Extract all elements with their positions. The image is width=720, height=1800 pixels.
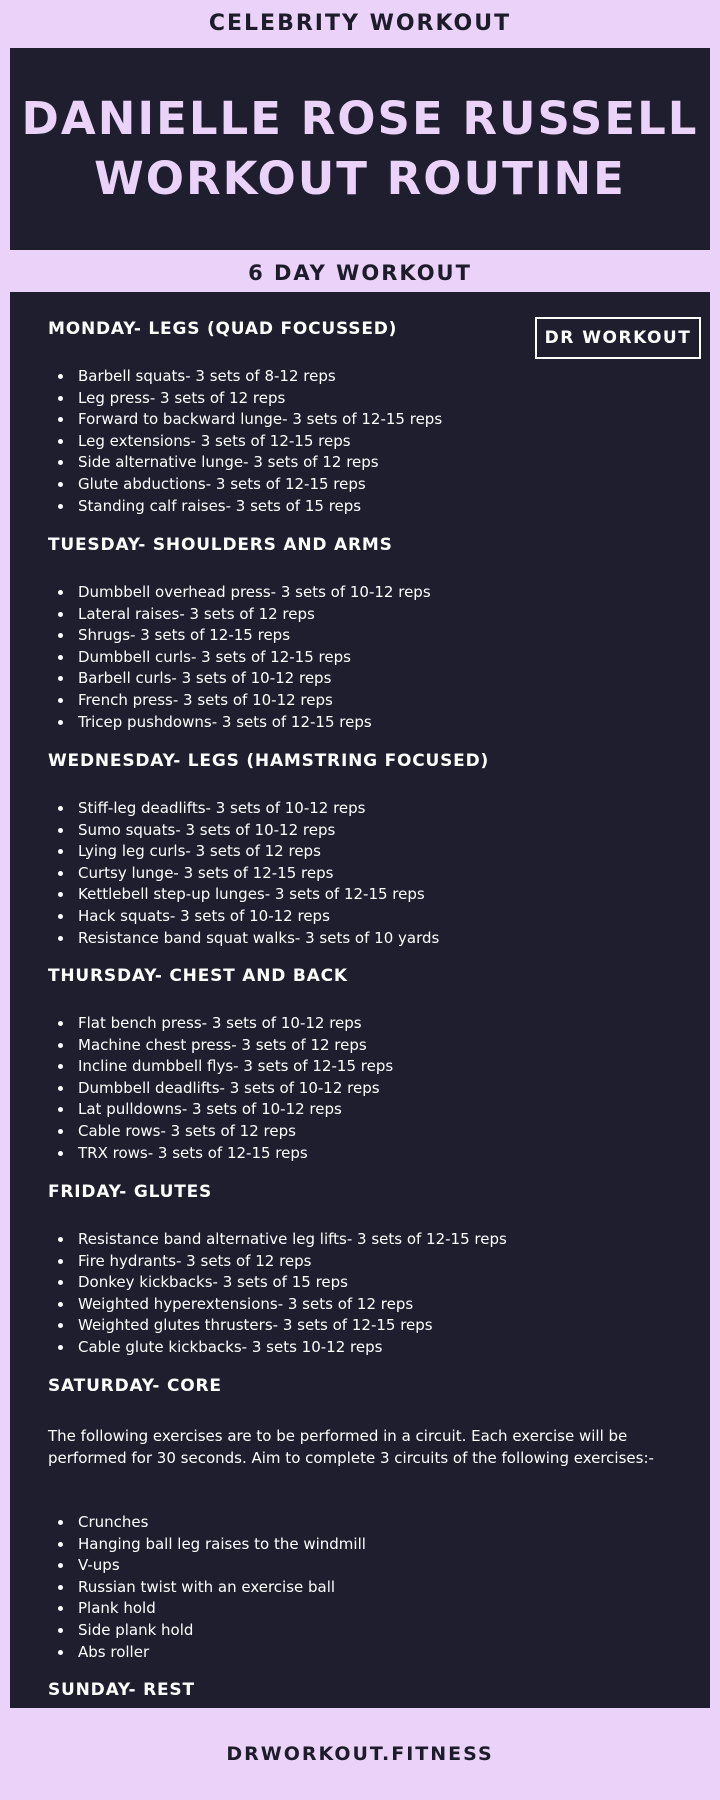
- day-title-saturday: SATURDAY- CORE: [48, 1376, 222, 1396]
- list-item: Side plank hold: [48, 1620, 366, 1642]
- list-item: Donkey kickbacks- 3 sets of 15 reps: [48, 1272, 507, 1294]
- day-title-thursday: THURSDAY- CHEST AND BACK: [48, 966, 348, 986]
- page-title-line-2: WORKOUT ROUTINE: [94, 152, 626, 205]
- exercise-list-tuesday: [48, 582, 431, 733]
- list-item: Stiff-leg deadlifts- 3 sets of 10-12 reps: [48, 798, 439, 820]
- list-item: V-ups: [48, 1555, 366, 1577]
- list-item: Lying leg curls- 3 sets of 12 reps: [48, 841, 439, 863]
- exercise-list-wednesday: [48, 798, 439, 949]
- list-item: Tricep pushdowns- 3 sets of 12-15 reps: [48, 712, 431, 734]
- workout-panel: [10, 292, 710, 1708]
- day-title-tuesday: TUESDAY- SHOULDERS AND ARMS: [48, 535, 393, 555]
- page-title-line-1: DANIELLE ROSE RUSSELL: [21, 92, 699, 145]
- list-item: Shrugs- 3 sets of 12-15 reps: [48, 625, 431, 647]
- list-item: Lateral raises- 3 sets of 12 reps: [48, 604, 431, 626]
- list-item: Curtsy lunge- 3 sets of 12-15 reps: [48, 863, 439, 885]
- exercise-list-monday: [48, 366, 442, 517]
- day-title-wednesday: WEDNESDAY- LEGS (HAMSTRING FOCUSED): [48, 751, 490, 771]
- list-item: Machine chest press- 3 sets of 12 reps: [48, 1035, 393, 1057]
- day-title-friday: FRIDAY- GLUTES: [48, 1182, 213, 1202]
- list-item: Plank hold: [48, 1598, 366, 1620]
- list-item: Flat bench press- 3 sets of 10-12 reps: [48, 1013, 393, 1035]
- list-item: Resistance band squat walks- 3 sets of 10 yards: [48, 928, 439, 950]
- list-item: Weighted glutes thrusters- 3 sets of 12-15 reps: [48, 1315, 507, 1337]
- list-item: Standing calf raises- 3 sets of 15 reps: [48, 496, 442, 518]
- list-item: Barbell squats- 3 sets of 8-12 reps: [48, 366, 442, 388]
- list-item: Weighted hyperextensions- 3 sets of 12 reps: [48, 1294, 507, 1316]
- subtitle: 6 DAY WORKOUT: [248, 261, 472, 285]
- list-item: Barbell curls- 3 sets of 10-12 reps: [48, 668, 431, 690]
- list-item: Russian twist with an exercise ball: [48, 1577, 366, 1599]
- saturday-intro: The following exercises are to be performed in a circuit. Each exercise will be performed for 30 seconds. Aim to complete 3 circuits of the following exercises:-: [48, 1427, 654, 1467]
- day-title-monday: MONDAY- LEGS (QUAD FOCUSSED): [48, 319, 398, 339]
- list-item: Sumo squats- 3 sets of 10-12 reps: [48, 820, 439, 842]
- exercise-list-friday: [48, 1229, 507, 1359]
- list-item: Leg press- 3 sets of 12 reps: [48, 388, 442, 410]
- list-item: Lat pulldowns- 3 sets of 10-12 reps: [48, 1099, 393, 1121]
- exercise-list-thursday: [48, 1013, 393, 1164]
- footer-site: DRWORKOUT.FITNESS: [226, 1743, 494, 1765]
- list-item: Hack squats- 3 sets of 10-12 reps: [48, 906, 439, 928]
- list-item: Dumbbell overhead press- 3 sets of 10-12 reps: [48, 582, 431, 604]
- list-item: Hanging ball leg raises to the windmill: [48, 1534, 366, 1556]
- list-item: Abs roller: [48, 1642, 366, 1664]
- exercise-list-saturday: [48, 1512, 366, 1663]
- list-item: Resistance band alternative leg lifts- 3 sets of 12-15 reps: [48, 1229, 507, 1251]
- title-block: [10, 48, 710, 250]
- list-item: French press- 3 sets of 10-12 reps: [48, 690, 431, 712]
- day-title-sunday: SUNDAY- REST: [48, 1680, 195, 1700]
- list-item: Dumbbell deadlifts- 3 sets of 10-12 reps: [48, 1078, 393, 1100]
- list-item: Cable glute kickbacks- 3 sets 10-12 reps: [48, 1337, 507, 1359]
- list-item: Cable rows- 3 sets of 12 reps: [48, 1121, 393, 1143]
- list-item: TRX rows- 3 sets of 12-15 reps: [48, 1143, 393, 1165]
- list-item: Glute abductions- 3 sets of 12-15 reps: [48, 474, 442, 496]
- list-item: Forward to backward lunge- 3 sets of 12-15 reps: [48, 409, 442, 431]
- top-label: CELEBRITY WORKOUT: [208, 10, 512, 36]
- list-item: Side alternative lunge- 3 sets of 12 reps: [48, 452, 442, 474]
- list-item: Leg extensions- 3 sets of 12-15 reps: [48, 431, 442, 453]
- list-item: Crunches: [48, 1512, 366, 1534]
- list-item: Dumbbell curls- 3 sets of 12-15 reps: [48, 647, 431, 669]
- list-item: Incline dumbbell flys- 3 sets of 12-15 reps: [48, 1056, 393, 1078]
- brand-badge: DR WORKOUT: [535, 317, 701, 359]
- list-item: Fire hydrants- 3 sets of 12 reps: [48, 1251, 507, 1273]
- list-item: Kettlebell step-up lunges- 3 sets of 12-15 reps: [48, 884, 439, 906]
